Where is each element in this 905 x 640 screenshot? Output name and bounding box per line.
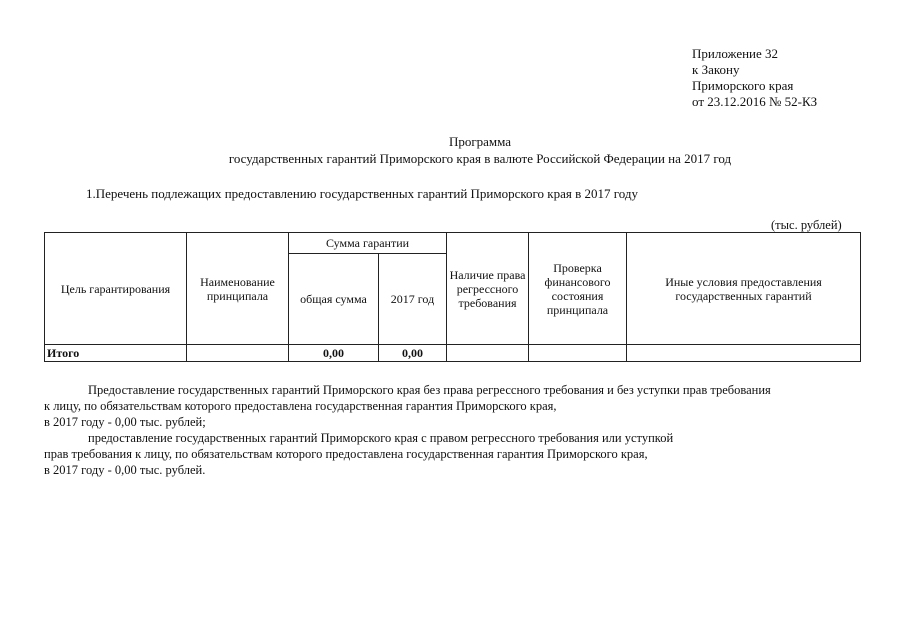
paragraph-line: в 2017 году - 0,00 тыс. рублей. [44,463,206,477]
header-total: общая сумма [289,254,379,345]
header-check: Проверка финансового состояния принципала [529,233,627,345]
total-principal [187,345,289,362]
total-check [529,345,627,362]
paragraphs [44,382,856,478]
table-row [45,345,861,362]
title-line: Программа [448,134,512,149]
header-principal: Наименование принципала [187,233,289,345]
header-regress: Наличие права регрессного требования [447,233,529,345]
guarantees-table [44,232,861,362]
header-purpose: Цель гарантирования [45,233,187,345]
total-sum: 0,00 [289,345,379,362]
paragraph-line: Предоставление государственных гарантий Приморского края без права регрессного требования и без уступки прав требования [88,383,771,397]
total-label: Итого [45,345,187,362]
header-year: 2017 год [379,254,447,345]
header-other: Иные условия предоставления государственных гарантий [627,233,861,345]
unit-label: (тыс. рублей) [771,218,842,232]
appendix-line: Приложение 32 [692,46,779,61]
header-amount-group: Сумма гарантии [289,233,447,254]
total-other [627,345,861,362]
total-year: 0,00 [379,345,447,362]
program-title [100,133,860,167]
section-heading: 1.Перечень подлежащих предоставлению государственных гарантий Приморского края в 2017 году [86,186,639,201]
paragraph-line: в 2017 году - 0,00 тыс. рублей; [44,415,206,429]
appendix-block [692,46,817,110]
total-regress [447,345,529,362]
paragraph-line: к лицу, по обязательствам которого предоставлена государственная гарантия Приморского края, [44,399,557,413]
appendix-line: Приморского края [692,78,794,93]
paragraph-line: предоставление государственных гарантий Приморского края с правом регрессного требования или уступкой [88,431,674,445]
paragraph-line: прав требования к лицу, по обязательствам которого предоставлена государственная гарантия Приморского края, [44,447,648,461]
appendix-line: к Закону [692,62,740,77]
title-line: государственных гарантий Приморского края в валюте Российской Федерации на 2017 год [228,151,732,166]
appendix-line: от 23.12.2016 № 52-КЗ [692,94,818,109]
